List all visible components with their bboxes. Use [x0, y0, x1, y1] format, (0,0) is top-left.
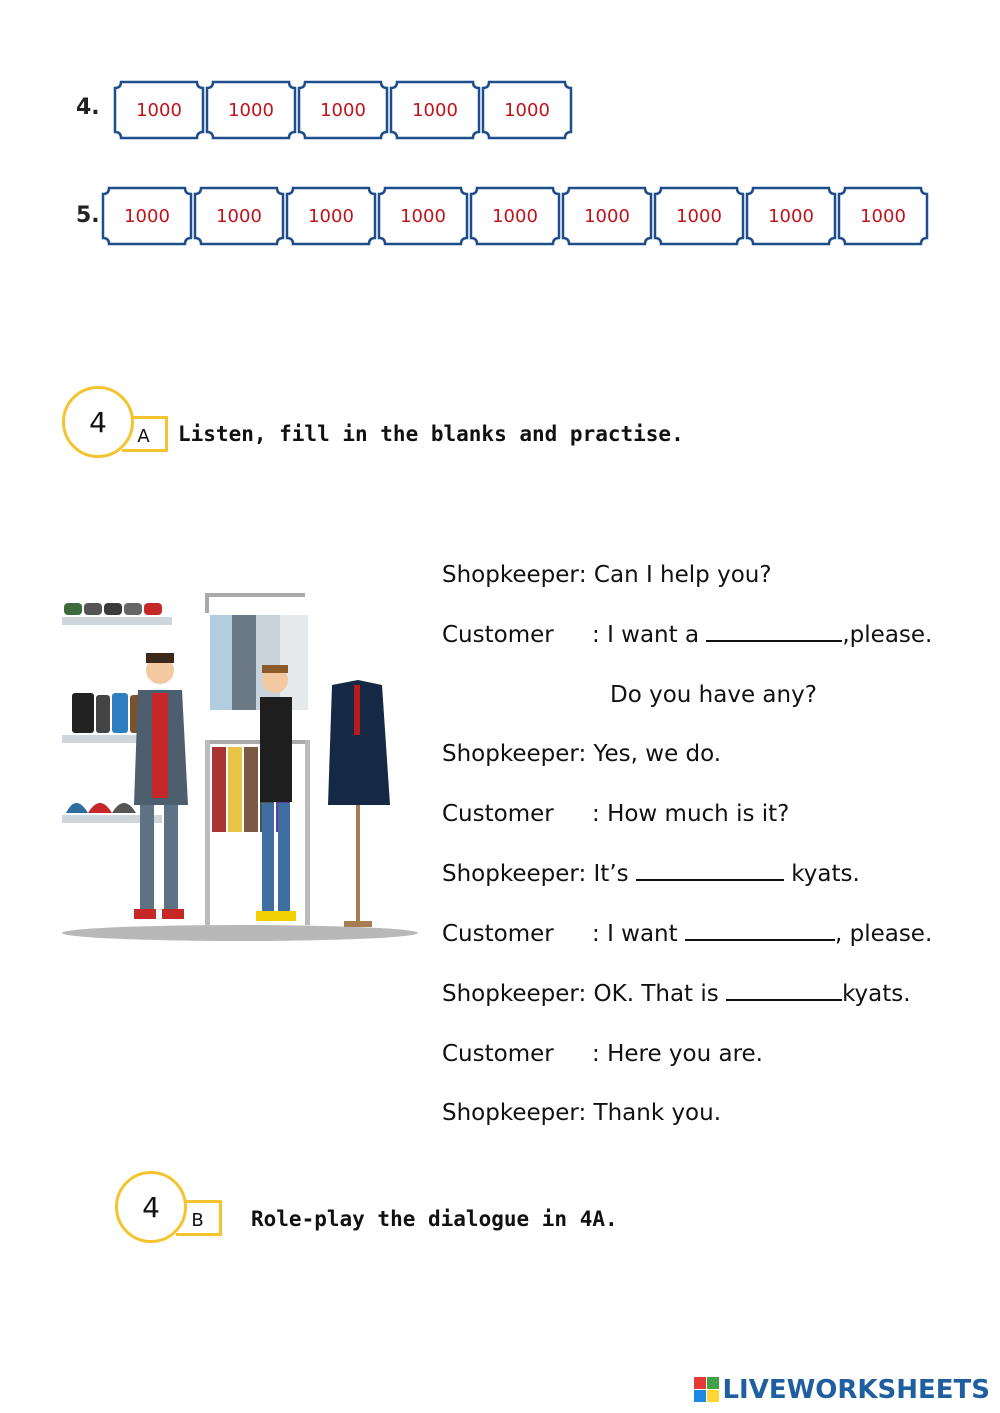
speaker-separator: : [578, 981, 587, 1007]
banknote [745, 186, 837, 246]
banknote [113, 80, 205, 140]
banknote-value: 1000 [216, 205, 262, 227]
speaker-label: Shopkeeper [442, 1100, 579, 1126]
fill-blank-quantity[interactable] [685, 921, 835, 941]
speaker-separator: : [592, 1041, 600, 1067]
banknote [205, 80, 297, 140]
speaker-label: Customer [442, 1041, 554, 1067]
line-text: How much is it? [607, 801, 790, 827]
speaker-separator: : [578, 861, 587, 887]
banknote-row-5 [101, 186, 929, 246]
row-number-5: 5. [76, 203, 100, 228]
banknote-value: 1000 [492, 205, 538, 227]
section-number-badge: 4 [115, 1171, 187, 1243]
banknote-value: 1000 [228, 99, 274, 121]
line-text-pre: OK. That is [593, 981, 727, 1007]
fill-blank-total[interactable] [726, 981, 842, 1001]
banknote [101, 186, 193, 246]
line-text: Thank you. [593, 1100, 722, 1126]
logo-text: LIVEWORKSHEETS [722, 1375, 990, 1405]
dialogue-line-6 [442, 861, 860, 887]
speaker-label: Shopkeeper [442, 861, 579, 887]
section-number-badge: 4 [62, 386, 134, 458]
dialogue-line-5 [442, 801, 789, 827]
section-letter-box: B [176, 1200, 222, 1236]
section-b-instruction: Role-play the dialogue in 4A. [251, 1207, 618, 1231]
line-text-pre: I want a [607, 622, 707, 648]
speaker-separator: : [578, 562, 587, 588]
banknote-value: 1000 [412, 99, 458, 121]
section-a-instruction: Listen, fill in the blanks and practise. [178, 422, 684, 446]
clothing-shop-illustration [60, 575, 425, 950]
speaker-separator: : [578, 1100, 587, 1126]
banknote-value: 1000 [584, 205, 630, 227]
banknote-value: 1000 [768, 205, 814, 227]
row-number-4: 4. [76, 95, 100, 120]
fill-blank-price[interactable] [636, 861, 784, 881]
line-text-post: , please. [834, 921, 933, 947]
dialogue-line-4 [442, 741, 721, 767]
section-letter-box: A [122, 416, 168, 452]
dialogue-line-10 [442, 1100, 721, 1126]
banknote-value: 1000 [308, 205, 354, 227]
banknote [297, 80, 389, 140]
speaker-label: Shopkeeper [442, 741, 579, 767]
speaker-label: Customer [442, 921, 554, 947]
banknote [481, 80, 573, 140]
dialogue-line-9 [442, 1041, 763, 1067]
speaker-separator: : [592, 801, 600, 827]
line-text-post: kyats. [842, 981, 911, 1007]
banknote [285, 186, 377, 246]
speaker-label: Shopkeeper [442, 562, 579, 588]
speaker-label: Customer [442, 622, 554, 648]
line-text-post: kyats. [783, 861, 860, 887]
speaker-label: Shopkeeper [442, 981, 579, 1007]
banknote-value: 1000 [504, 99, 550, 121]
dialogue-line-2 [442, 622, 932, 648]
banknote-value: 1000 [136, 99, 182, 121]
dialogue-line-8 [442, 981, 911, 1007]
dialogue-line-1 [442, 562, 772, 588]
line-text-post: ,please. [842, 622, 933, 648]
banknote [193, 186, 285, 246]
dialogue-line-3 [610, 682, 817, 708]
line-text: Here you are. [607, 1041, 763, 1067]
banknote [837, 186, 929, 246]
liveworksheets-logo-icon [694, 1377, 720, 1403]
line-text: Can I help you? [593, 562, 772, 588]
line-text: Do you have any? [610, 682, 817, 708]
speaker-separator: : [592, 622, 600, 648]
speaker-separator: : [578, 741, 587, 767]
speaker-label: Customer [442, 801, 554, 827]
banknote-row-4 [113, 80, 573, 140]
line-text: Yes, we do. [593, 741, 722, 767]
banknote-value: 1000 [124, 205, 170, 227]
banknote [377, 186, 469, 246]
banknote-value: 1000 [860, 205, 906, 227]
banknote [561, 186, 653, 246]
banknote [469, 186, 561, 246]
banknote-value: 1000 [400, 205, 446, 227]
dialogue-line-7 [442, 921, 932, 947]
line-text-pre: I want [607, 921, 685, 947]
liveworksheets-logo [694, 1375, 990, 1405]
banknote-value: 1000 [320, 99, 366, 121]
speaker-separator: : [592, 921, 600, 947]
fill-blank-item[interactable] [706, 622, 842, 642]
banknote-value: 1000 [676, 205, 722, 227]
banknote [389, 80, 481, 140]
line-text-pre: It’s [593, 861, 636, 887]
banknote [653, 186, 745, 246]
